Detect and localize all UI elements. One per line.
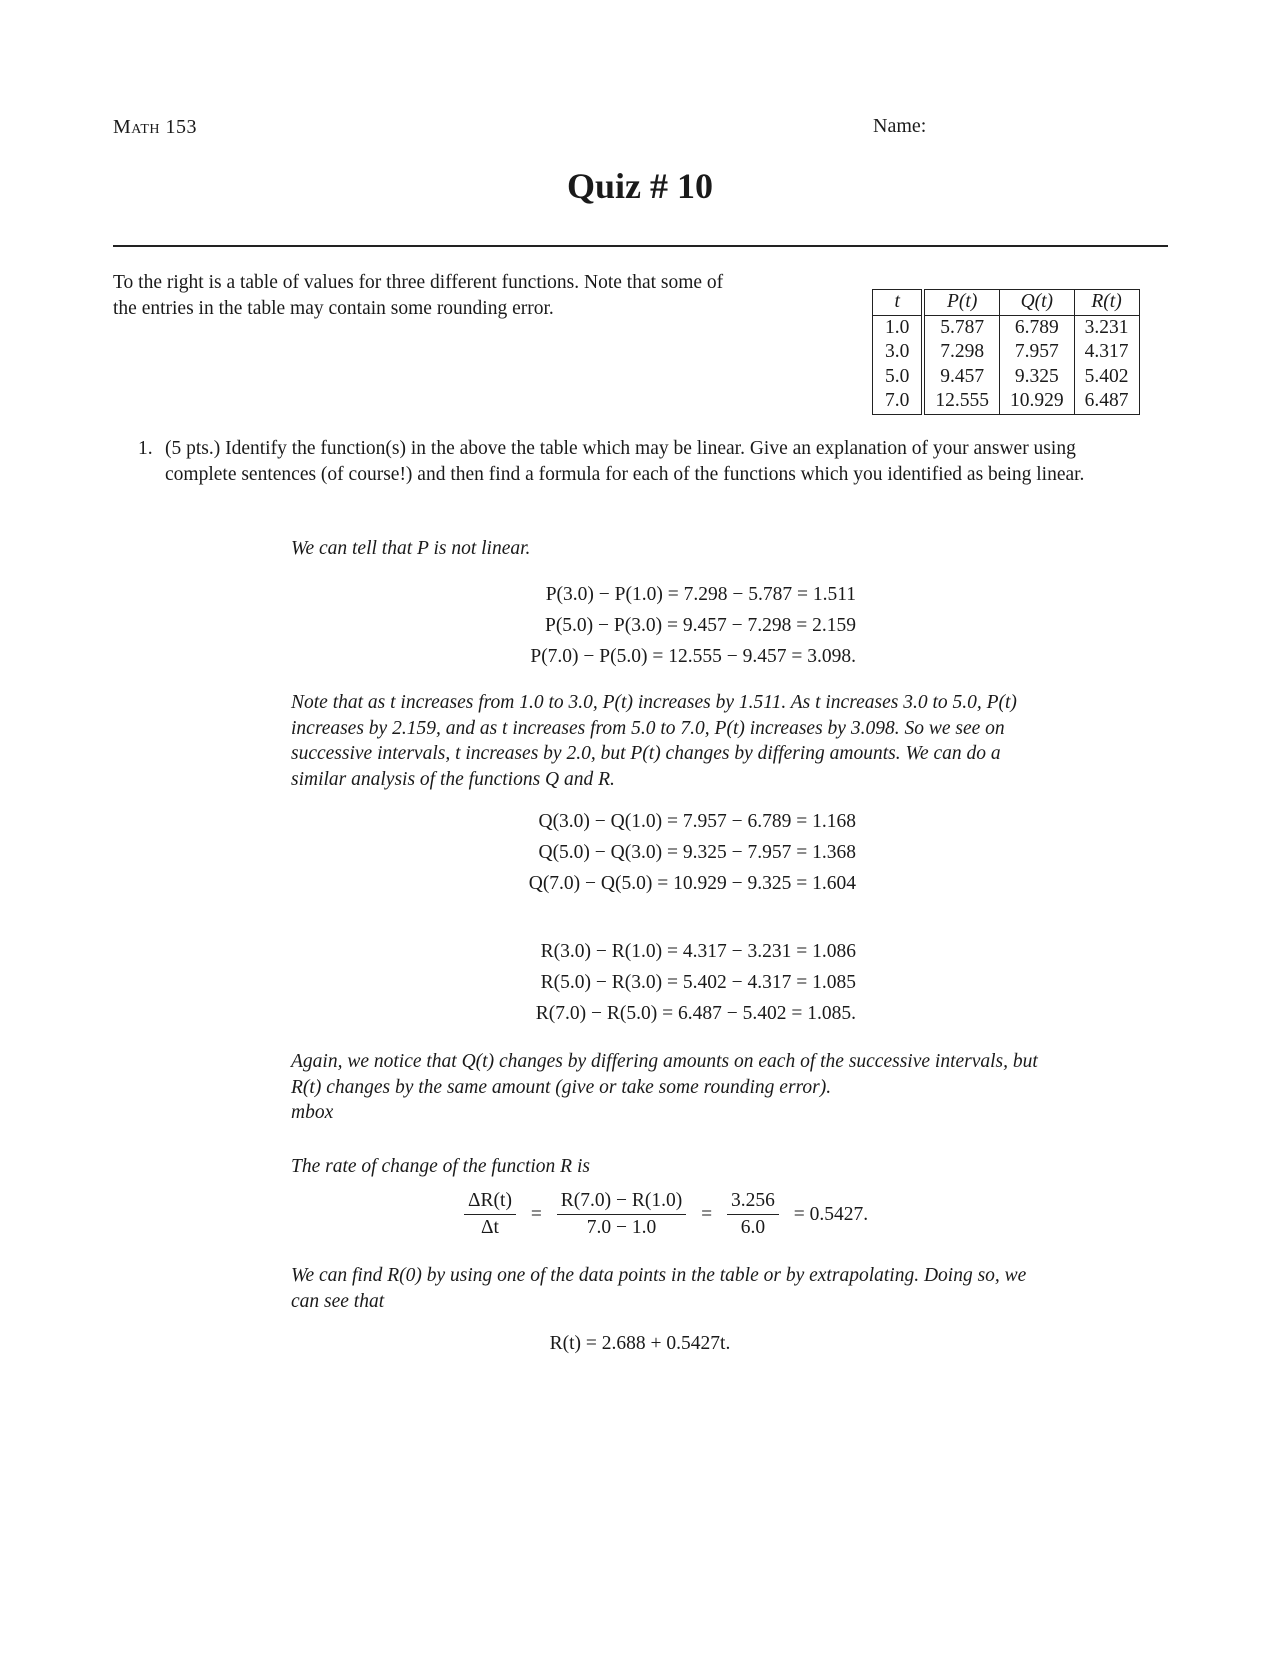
table-cell: 1.0 <box>873 315 924 340</box>
numerator: 3.256 <box>727 1190 779 1215</box>
table-cell: 7.298 <box>923 340 999 365</box>
table-cell: 10.929 <box>1000 389 1075 414</box>
numerator: R(7.0) − R(1.0) <box>557 1190 687 1215</box>
table-cell: 12.555 <box>923 389 999 414</box>
table-row <box>873 389 1140 414</box>
table-header-cell: Q(t) <box>1000 290 1075 316</box>
fraction <box>557 1190 687 1239</box>
table-cell: 5.402 <box>1074 365 1139 390</box>
final-formula: R(t) = 2.688 + 0.5427t. <box>549 1333 731 1354</box>
equals-sign: = <box>701 1203 713 1225</box>
table-row <box>873 365 1140 390</box>
table-header-cell: t <box>873 290 924 316</box>
question-number: 1. <box>138 438 153 459</box>
equation-line: R(3.0) − R(1.0) = 4.317 − 3.231 = 1.086 <box>540 941 856 962</box>
name-label: Name: <box>873 115 927 137</box>
fraction <box>727 1190 779 1239</box>
equals-sign: = <box>530 1203 542 1225</box>
equation-line: R(5.0) − R(3.0) = 5.402 − 4.317 = 1.085 <box>540 972 856 993</box>
table-cell: 9.325 <box>1000 365 1075 390</box>
table-cell: 3.0 <box>873 340 924 365</box>
table-cell: 6.789 <box>1000 315 1075 340</box>
table-cell: 4.317 <box>1074 340 1139 365</box>
equation-line: Q(5.0) − Q(3.0) = 9.325 − 7.957 = 1.368 <box>538 842 856 863</box>
table-header-cell: P(t) <box>923 290 999 316</box>
answer-paragraph-5: We can find R(0) by using one of the data points in the table or by extrapolating. Doing so, we can see that <box>291 1265 1027 1312</box>
table-cell: 9.457 <box>923 365 999 390</box>
equation-line: Q(3.0) − Q(1.0) = 7.957 − 6.789 = 1.168 <box>538 811 856 832</box>
table-header-cell: R(t) <box>1074 290 1139 316</box>
table-cell: 5.0 <box>873 365 924 390</box>
equation-line: P(7.0) − P(5.0) = 12.555 − 9.457 = 3.098. <box>530 646 856 667</box>
values-table <box>872 289 1140 415</box>
denominator: Δt <box>480 1217 499 1238</box>
table-row <box>873 340 1140 365</box>
answer-paragraph-3 <box>291 1049 1051 1126</box>
table-cell: 6.487 <box>1074 389 1139 414</box>
equation-line: P(5.0) − P(3.0) = 9.457 − 7.298 = 2.159 <box>544 615 856 636</box>
table-header-row <box>873 290 1140 316</box>
page-title: Quiz # 10 <box>566 166 713 206</box>
fraction <box>464 1190 516 1239</box>
equations-q <box>476 806 856 899</box>
table-cell: 5.787 <box>923 315 999 340</box>
table-row <box>873 315 1140 340</box>
question-text: (5 pts.) Identify the function(s) in the above the table which may be linear. Give an explanation of your answer using complete sentences (of course!) and then find a formula for each of the functions which you identified as being linear. <box>165 438 1085 485</box>
mbox-text: mbox <box>291 1102 334 1123</box>
answer-paragraph-1: We can tell that P is not linear. <box>291 538 531 559</box>
equation-line: R(7.0) − R(5.0) = 6.487 − 5.402 = 1.085. <box>535 1003 856 1024</box>
numerator: ΔR(t) <box>464 1190 516 1215</box>
table-cell: 7.0 <box>873 389 924 414</box>
rate-of-change-equation <box>460 1190 874 1250</box>
rate-result: = 0.5427. <box>793 1203 869 1225</box>
course-label: Math 153 <box>113 116 198 138</box>
answer-paragraph-2: Note that as t increases from 1.0 to 3.0, P(t) increases by 1.511. As t increases 3.0 to 5.0, P(t) increases by 2.159, and as t increases from 5.0 to 7.0, P(t) increases by 3.098. So we see on successive intervals, t increases by 2.0, but P(t) changes by differing amounts. We can do a similar analysis of the functions Q and R. <box>291 692 1017 790</box>
equations-p <box>476 579 856 672</box>
answer-paragraph-3-text: Again, we notice that Q(t) changes by differing amounts on each of the successive intervals, but R(t) changes by the same amount (give or take some rounding error). <box>291 1051 1038 1098</box>
intro-paragraph: To the right is a table of values for three different functions. Note that some of the entries in the table may contain some rounding error. <box>113 272 724 319</box>
title-divider <box>113 245 1168 247</box>
denominator: 6.0 <box>740 1217 766 1238</box>
denominator: 7.0 − 1.0 <box>586 1217 657 1238</box>
answer-paragraph-4: The rate of change of the function R is <box>291 1156 590 1177</box>
equation-line: Q(7.0) − Q(5.0) = 10.929 − 9.325 = 1.604 <box>528 873 856 894</box>
equations-r <box>476 936 856 1029</box>
table-cell: 3.231 <box>1074 315 1139 340</box>
question-1 <box>138 436 1138 487</box>
equation-line: P(3.0) − P(1.0) = 7.298 − 5.787 = 1.511 <box>545 584 856 605</box>
table-cell: 7.957 <box>1000 340 1075 365</box>
